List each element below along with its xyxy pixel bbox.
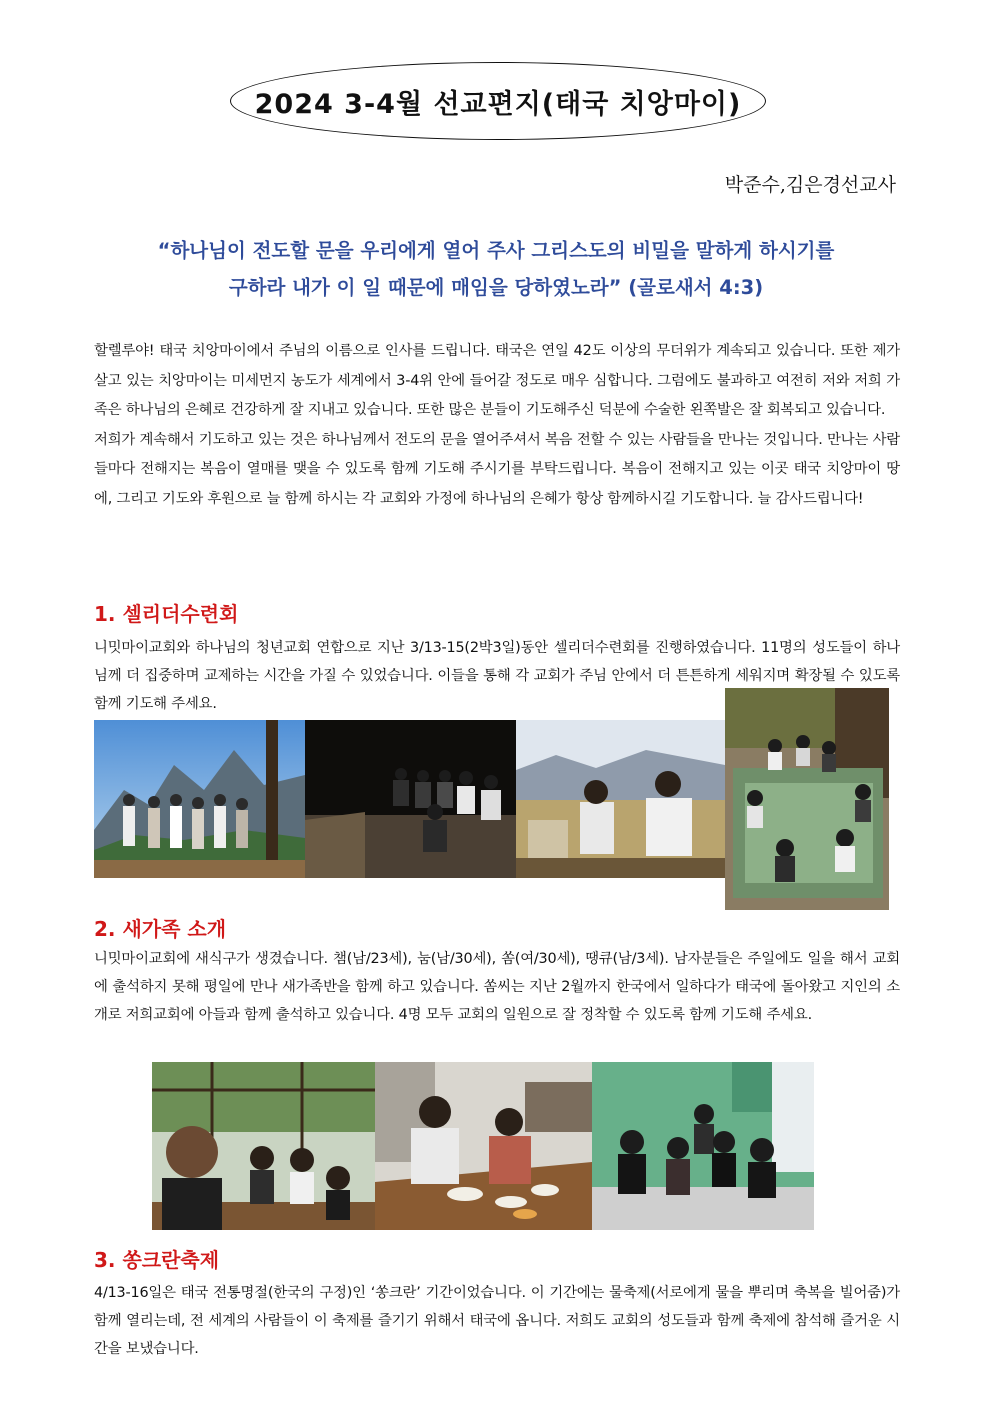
section-3-title: 3. 쏭크란축제 bbox=[94, 1248, 220, 1272]
verse-line-1: “하나님이 전도할 문을 우리에게 열어 주사 그리스도의 비밀을 말하게 하시기를 bbox=[157, 239, 835, 262]
intro bbox=[94, 337, 900, 514]
photo-group-mountain bbox=[94, 720, 305, 878]
photo-cafe-selfie bbox=[152, 1062, 375, 1230]
photo-circle-meeting bbox=[725, 688, 889, 910]
intro-paragraph-1: 할렐루야! 태국 치앙마이에서 주님의 이름으로 인사를 드립니다. 태국은 연일 42도 이상의 무더위가 계속되고 있습니다. 또한 제가 살고 있는 치앙마이는 미세먼지 농도가 세계에서 3-4위 안에 들어갈 정도로 매우 심합니다. 그럼에도 불과하고 여전히 저와 저희 가족은 하나님의 은혜로 건강하게 잘 지내고 있습니다. 또한 많은 분들이 기도해주신 덕분에 수술한 왼쪽발은 잘 회복되고 있습니다. bbox=[94, 343, 900, 418]
section-3-body: 4/13-16일은 태국 전통명절(한국의 구정)인 ‘쏭크란’ 기간이었습니다. 이 기간에는 물축제(서로에게 물을 뿌리며 축복을 빌어줌)가 함께 열리는데, 전 세계의 사람들이 이 축제를 즐기기 위해서 태국에 옵니다. 저희도 교회의 성도들과 함께 축제에 참석해 즐거운 시간을 보냈습니다. bbox=[94, 1285, 900, 1357]
intro-paragraph-2: 저희가 계속해서 기도하고 있는 것은 하나님께서 전도의 문을 열어주셔서 복음 전할 수 있는 사람들을 만나는 것입니다. 만나는 사람들마다 전해지는 복음이 열매를 맺을 수 있도록 함께 기도해 주시기를 부탁드립니다. 복음이 전해지고 있는 이곳 태국 치앙마이 땅에, 그리고 기도와 후원으로 늘 함께 하시는 각 교회와 가정에 하나님의 은혜가 항상 함께하시길 기도합니다. 늘 감사드립니다! bbox=[94, 431, 900, 507]
section-1-title: 1. 셀리더수련회 bbox=[94, 602, 239, 626]
photo-outdoor-talk bbox=[516, 720, 725, 878]
title-ellipse bbox=[230, 62, 766, 140]
photo-night-gathering bbox=[305, 720, 516, 878]
section-2-title: 2. 새가족 소개 bbox=[94, 917, 227, 941]
photo-dinner-table bbox=[375, 1062, 592, 1230]
section-2-body: 니밋마이교회에 새식구가 생겼습니다. 챔(남/23세), 눔(남/30세), 쏨(여/30세), 땡큐(남/3세). 남자분들은 주일에도 일을 해서 교회에 출석하지 못해 평일에 만나 새가족반을 함께 하고 있습니다. 쏨씨는 지난 2월까지 한국에서 일하다가 태국에 돌아왔고 지인의 소개로 저희교회에 아들과 함께 출석하고 있습니다. 4명 모두 교회의 일원으로 잘 정착할 수 있도록 함께 기도해 주세요. bbox=[94, 951, 900, 1023]
page-title: 2024 3-4월 선교편지(태국 치앙마이) bbox=[254, 89, 742, 120]
bible-verse bbox=[80, 232, 912, 306]
verse-line-2: 구하라 내가 이 일 때문에 매임을 당하였노라” (골로새서 4:3) bbox=[228, 276, 764, 299]
author: 박준수,김은경선교사 bbox=[724, 174, 896, 196]
section-1-body: 니밋마이교회와 하나님의 청년교회 연합으로 지난 3/13-15(2박3일)동안 셀리더수련회를 진행하였습니다. 11명의 성도들이 하나님께 더 집중하며 교제하는 시간을 가질 수 있었습니다. 이들을 통해 각 교회가 주님 안에서 더 튼튼하게 세워지며 확장될 수 있도록 함께 기도해 주세요. bbox=[94, 640, 900, 712]
photo-home-group bbox=[592, 1062, 814, 1230]
